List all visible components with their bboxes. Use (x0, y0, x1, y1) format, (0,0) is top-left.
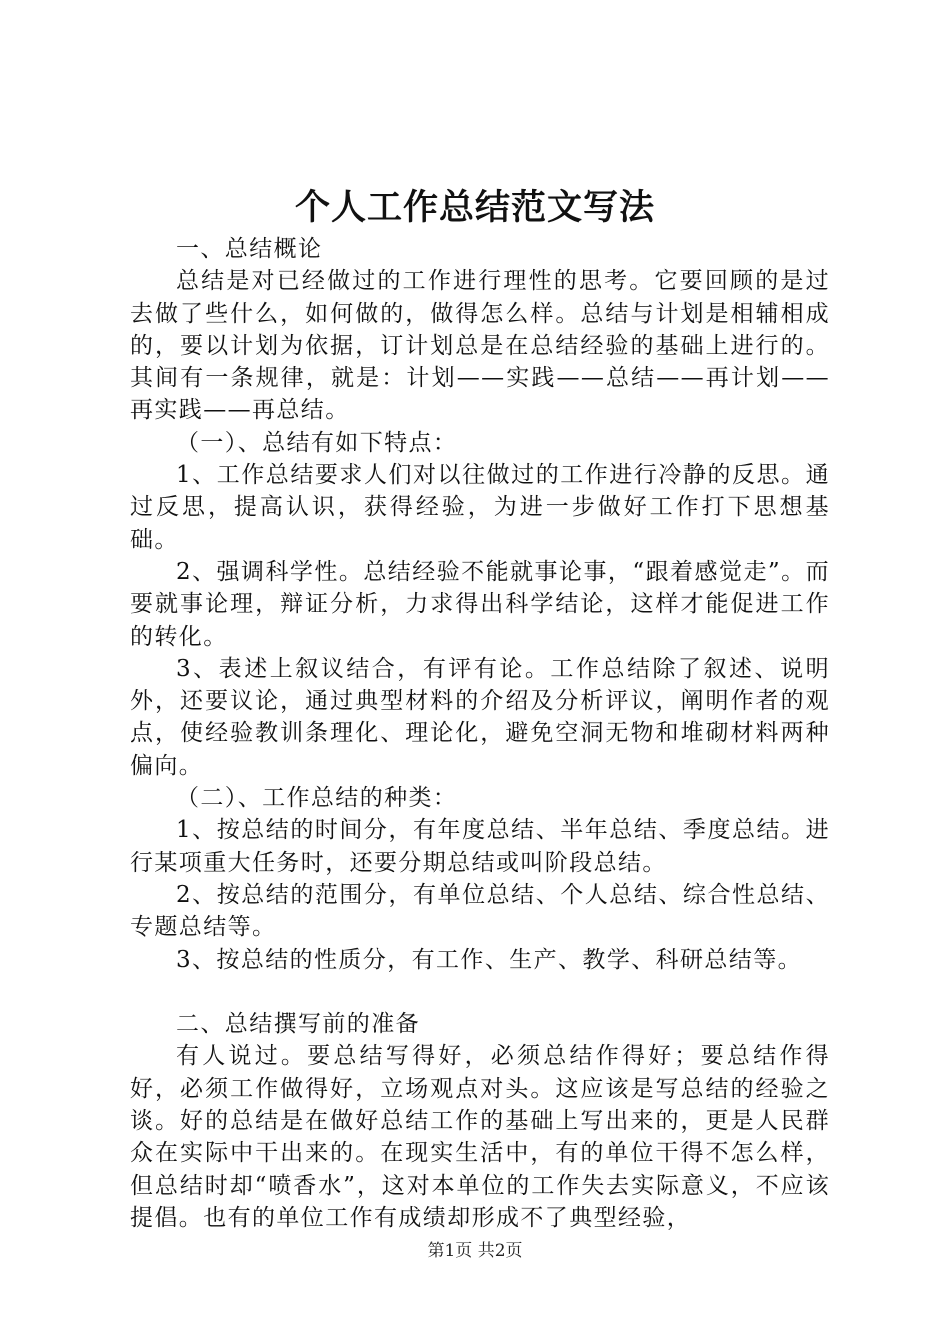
section-heading-preparation: 二、总结撰写前的准备 (176, 1011, 420, 1038)
paragraph-feature-1: 1、工作总结要求人们对以往做过的工作进行冷静的反思。通过反思，提高认识，获得经验，为进一步做好工作打下思想基础。 (130, 462, 830, 553)
document-body (130, 233, 830, 1234)
paragraph-overview: 总结是对已经做过的工作进行理性的思考。它要回顾的是过去做了些什么，如何做的，做得怎么样。总结与计划是相辅相成的，要以计划为依据，订计划总是在总结经验的基础上进行的。其间有一条规律，就是：计划——实践——总结——再计划——再实践——再总结。 (130, 268, 830, 424)
paragraph-type-3: 3、按总结的性质分，有工作、生产、教学、科研总结等。 (176, 946, 803, 973)
blank-line (130, 976, 830, 1008)
paragraph-type-2: 2、按总结的范围分，有单位总结、个人总结、综合性总结、专题总结等。 (130, 881, 830, 941)
paragraph-type-1: 1、按总结的时间分，有年度总结、半年总结、季度总结。进行某项重大任务时，还要分期总结或叫阶段总结。 (130, 817, 830, 876)
paragraph-feature-2: 2、强调科学性。总结经验不能就事论事，“跟着感觉走”。而要就事论理，辩证分析，力求得出科学结论，这样才能促进工作的转化。 (130, 558, 830, 650)
document-title: 个人工作总结范文写法 (294, 187, 655, 228)
subsection-heading-types: （二）、工作总结的种类： (176, 785, 458, 812)
paragraph-preparation: 有人说过。要总结写得好，必须总结作得好；要总结作得好，必须工作做得好，立场观点对头。这应该是写总结的经验之谈。好的总结是在做好总结工作的基础上写出来的，更是人民群众在实际中干出来的。在现实生活中，有的单位干得不怎么样，但总结时却“喷香水”，这对本单位的工作失去实际意义，不应该提倡。也有的单位工作有成绩却形成不了典型经验， (130, 1043, 830, 1231)
section-heading-overview: 一、总结概论 (176, 236, 323, 262)
page-number-footer: 第1页 共2页 (427, 1241, 523, 1261)
subsection-heading-features: （一）、总结有如下特点： (176, 429, 458, 456)
paragraph-feature-3: 3、表述上叙议结合，有评有论。工作总结除了叙述、说明外，还要议论，通过典型材料的介绍及分析评议，阐明作者的观点，使经验教训条理化、理论化，避免空洞无物和堆砌材料两种偏向。 (130, 655, 830, 779)
